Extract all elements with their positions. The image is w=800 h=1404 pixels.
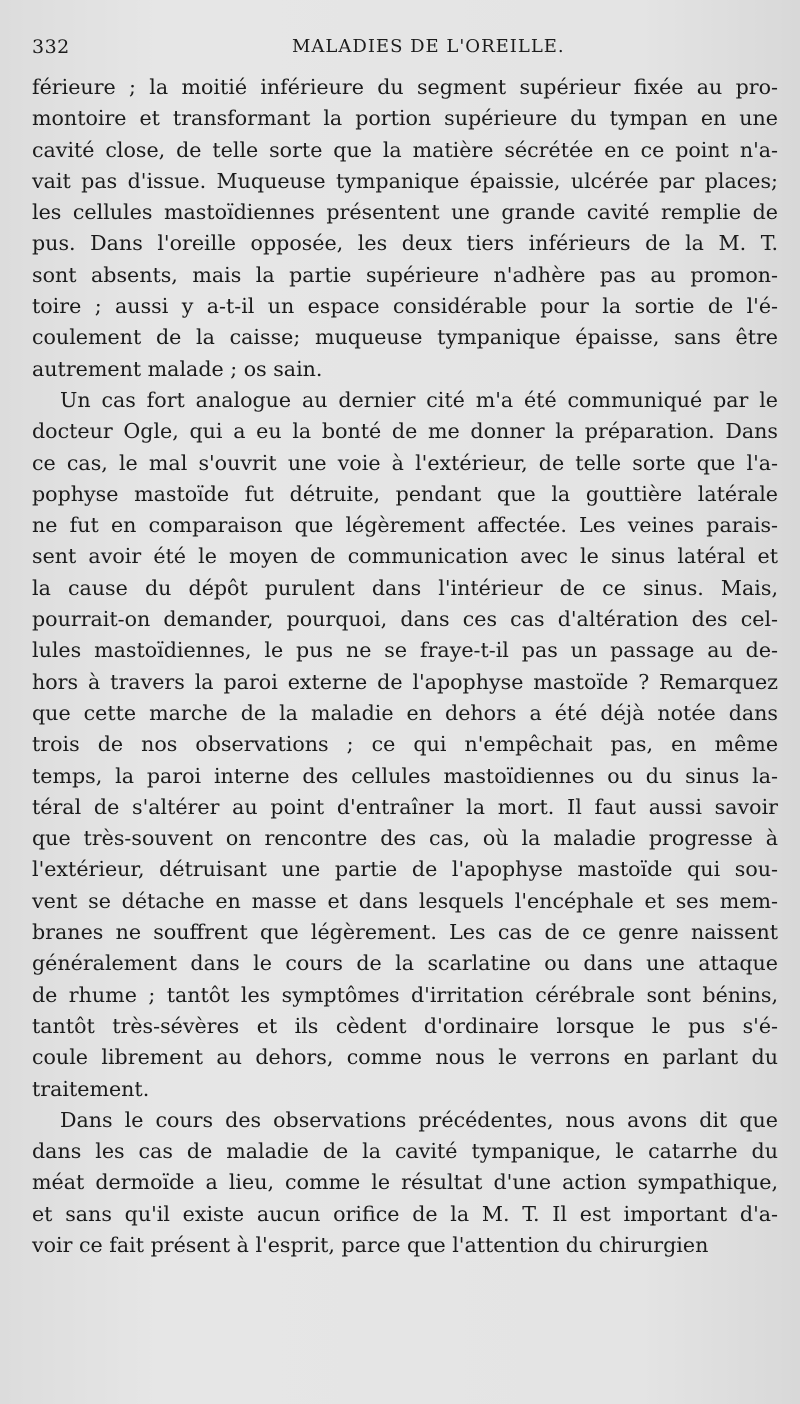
text-line: la cause du dépôt purulent dans l'intérieur de ce sinus. Mais, [32,575,778,600]
paragraph [32,72,778,385]
text-line: traitement. [32,1076,150,1101]
text-line: et sans qu'il existe aucun orifice de la M. T. Il est important d'a- [32,1201,778,1226]
text-line: pourrait-on demander, pourquoi, dans ces cas d'altération des cel- [32,607,778,632]
text-line: les cellules mastoïdiennes présentent une grande cavité remplie de [32,200,778,225]
body-text [32,72,778,1261]
text-line: coulement de la caisse; muqueuse tympanique épaisse, sans être [32,325,778,350]
text-line: férieure ; la moitié inférieure du segment supérieur fixée au pro- [32,75,778,99]
text-line: que cette marche de la maladie en dehors a été déjà notée dans [32,700,778,725]
text-line: voir ce fait présent à l'esprit, parce que l'attention du chirurgien [32,1232,709,1257]
text-line: généralement dans le cours de la scarlatine ou dans une attaque [32,951,778,976]
text-line: tantôt très-sévères et ils cèdent d'ordinaire lorsque le pus s'é- [32,1013,778,1038]
text-line: sent avoir été le moyen de communication avec le sinus latéral et [32,544,778,569]
text-line: ce cas, le mal s'ouvrit une voie à l'extérieur, de telle sorte que l'a- [32,450,778,475]
paragraphs [32,72,778,1261]
text-line: docteur Ogle, qui a eu la bonté de me donner la préparation. Dans [32,419,778,444]
text-line: vait pas d'issue. Muqueuse tympanique épaissie, ulcérée par places; [32,168,778,193]
text-line: trois de nos observations ; ce qui n'empêchait pas, en même [32,732,778,757]
text-line: branes ne souffrent que légèrement. Les cas de ce genre naissent [32,920,778,945]
text-line: l'extérieur, détruisant une partie de l'apophyse mastoïde qui sou- [32,857,778,882]
text-line: autrement malade ; os sain. [32,356,323,381]
text-line: de rhume ; tantôt les symptômes d'irritation cérébrale sont bénins, [32,982,778,1007]
paragraph [32,1105,778,1261]
text-line: lules mastoïdiennes, le pus ne se fraye-t-il pas un passage au de- [32,638,778,663]
text-line: temps, la paroi interne des cellules mastoïdiennes ou du sinus la- [32,763,778,788]
paragraph [32,385,778,1105]
running-title: MALADIES DE L'OREILLE. [292,36,565,57]
text-line: sont absents, mais la partie supérieure n'adhère pas au promon- [32,262,778,287]
page-header [32,36,778,68]
text-line: pus. Dans l'oreille opposée, les deux tiers inférieurs de la M. T. [32,231,778,256]
text-line: vent se détache en masse et dans lesquels l'encéphale et ses mem- [32,888,778,913]
text-line: coule librement au dehors, comme nous le verrons en parlant du [32,1045,778,1070]
text-line: Un cas fort analogue au dernier cité m'a été communiqué par le [60,387,778,412]
text-line: hors à travers la paroi externe de l'apophyse mastoïde ? Remarquez [32,669,778,694]
page-number: 332 [32,36,70,58]
text-line: montoire et transformant la portion supérieure du tympan en une [32,106,778,131]
text-line: méat dermoïde a lieu, comme le résultat d'une action sympathique, [32,1170,778,1195]
text-line: dans les cas de maladie de la cavité tympanique, le catarrhe du [32,1139,778,1164]
text-line: téral de s'altérer au point d'entraîner la mort. Il faut aussi savoir [32,794,778,819]
text-line: ne fut en comparaison que légèrement affectée. Les veines parais- [32,513,778,538]
text-line: pophyse mastoïde fut détruite, pendant que la gouttière latérale [32,481,778,506]
text-line: toire ; aussi y a-t-il un espace considérable pour la sortie de l'é- [32,294,778,319]
text-line: Dans le cours des observations précédentes, nous avons dit que [60,1107,778,1132]
text-line: que très-souvent on rencontre des cas, où la maladie progresse à [32,826,778,851]
text-line: cavité close, de telle sorte que la matière sécrétée en ce point n'a- [32,137,778,162]
